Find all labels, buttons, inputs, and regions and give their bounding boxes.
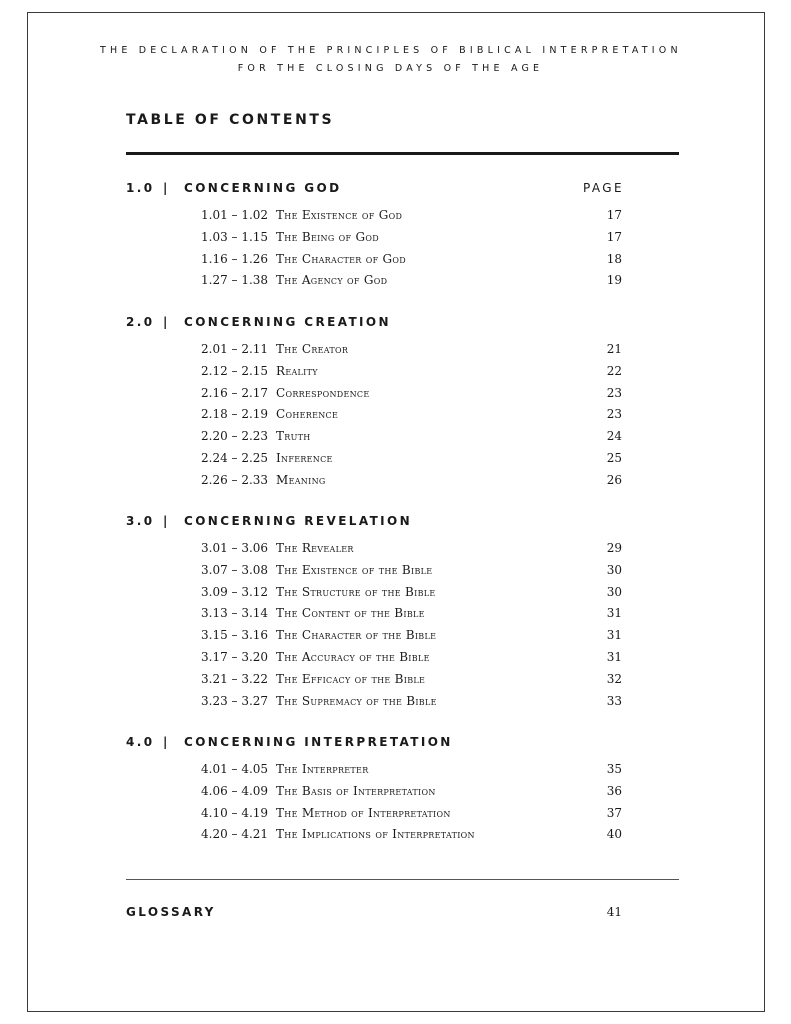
section-heading[interactable] — [126, 181, 342, 195]
toc-entry[interactable] — [201, 606, 622, 626]
entry-page-number: 31 — [606, 650, 622, 664]
entry-page-number: 40 — [606, 827, 622, 842]
entry-page-number: 29 — [606, 541, 622, 555]
entry-title: The Agency of God — [276, 273, 388, 288]
glossary-rule — [126, 879, 679, 880]
page-column-label: PAGE — [583, 181, 624, 195]
entry-title: The Supremacy of the Bible — [276, 693, 437, 708]
entry-title: The Implications of Interpretation — [276, 827, 475, 842]
entry-title: Inference — [276, 451, 333, 465]
toc-entry[interactable] — [201, 827, 622, 847]
heading-rule — [126, 152, 679, 155]
entry-title: Coherence — [276, 407, 339, 422]
entry-title: The Revealer — [276, 541, 354, 555]
section-separator: | — [163, 315, 170, 329]
toc-entry[interactable] — [201, 473, 622, 493]
entry-range: 4.10 – 4.19 — [201, 805, 269, 820]
section-title: CONCERNING REVELATION — [184, 514, 413, 528]
entry-range: 4.01 – 4.05 — [201, 762, 269, 776]
toc-entry[interactable] — [201, 585, 622, 605]
toc-entry[interactable] — [201, 386, 622, 406]
entry-range: 1.03 – 1.15 — [201, 229, 269, 244]
entry-title: The Method of Interpretation — [276, 805, 451, 820]
entry-title: The Structure of the Bible — [276, 584, 436, 599]
entry-range: 2.16 – 2.17 — [201, 385, 269, 400]
toc-entry[interactable] — [201, 628, 622, 648]
entry-title: The Interpreter — [276, 762, 369, 776]
entry-range: 3.09 – 3.12 — [201, 584, 269, 599]
entry-range: 1.01 – 1.02 — [201, 208, 269, 222]
toc-entry[interactable] — [201, 784, 622, 804]
entry-title: The Creator — [276, 342, 349, 356]
entry-title: The Basis of Interpretation — [276, 783, 436, 798]
section-separator: | — [163, 735, 170, 749]
toc-entry[interactable] — [201, 563, 622, 583]
toc-entry[interactable] — [201, 364, 622, 384]
section-number: 2.0 — [126, 315, 155, 329]
entry-range: 2.18 – 2.19 — [201, 407, 269, 422]
entry-range: 3.21 – 3.22 — [201, 671, 269, 686]
toc-entry[interactable] — [201, 672, 622, 692]
entry-page-number: 26 — [606, 472, 622, 487]
entry-range: 1.16 – 1.26 — [201, 251, 269, 266]
entry-title: Truth — [276, 429, 311, 444]
entry-page-number: 30 — [606, 562, 622, 577]
section-title: CONCERNING INTERPRETATION — [184, 735, 453, 749]
entry-page-number: 31 — [606, 628, 622, 643]
entry-page-number: 22 — [606, 363, 622, 378]
toc-entry[interactable] — [201, 230, 622, 250]
entry-title: Reality — [276, 363, 318, 378]
toc-entry[interactable] — [201, 806, 622, 826]
toc-entry[interactable] — [201, 252, 622, 272]
glossary-label[interactable]: GLOSSARY — [126, 905, 216, 919]
entry-title: The Being of God — [276, 229, 379, 244]
section-heading[interactable] — [126, 514, 412, 528]
entry-range: 3.17 – 3.20 — [201, 650, 269, 664]
entry-page-number: 25 — [606, 451, 622, 465]
entry-title: The Content of the Bible — [276, 606, 425, 621]
entry-page-number: 33 — [606, 693, 622, 708]
entry-title: The Existence of God — [276, 208, 403, 222]
entry-title: Correspondence — [276, 385, 370, 400]
section-heading[interactable] — [126, 315, 391, 329]
entry-range: 2.01 – 2.11 — [201, 342, 269, 356]
entry-page-number: 23 — [606, 385, 622, 400]
section-heading[interactable] — [126, 735, 453, 749]
entry-range: 2.24 – 2.25 — [201, 451, 269, 465]
entry-page-number: 35 — [606, 762, 622, 776]
entry-title: Meaning — [276, 472, 326, 487]
entry-range: 3.13 – 3.14 — [201, 606, 269, 621]
entry-title: The Existence of the Bible — [276, 562, 433, 577]
entry-page-number: 24 — [606, 429, 622, 444]
entry-page-number: 36 — [606, 783, 622, 798]
section-number: 3.0 — [126, 514, 155, 528]
entry-range: 3.23 – 3.27 — [201, 693, 269, 708]
entry-page-number: 37 — [606, 805, 622, 820]
entry-range: 2.12 – 2.15 — [201, 363, 269, 378]
entry-title: The Character of the Bible — [276, 628, 437, 643]
entry-range: 3.07 – 3.08 — [201, 562, 269, 577]
toc-entry[interactable] — [201, 650, 622, 670]
entry-page-number: 31 — [606, 606, 622, 621]
entry-range: 2.26 – 2.33 — [201, 472, 269, 487]
page-border — [27, 12, 765, 1012]
section-separator: | — [163, 181, 170, 195]
entry-range: 3.01 – 3.06 — [201, 541, 269, 555]
toc-entry[interactable] — [201, 451, 622, 471]
section-number: 4.0 — [126, 735, 155, 749]
toc-entry[interactable] — [201, 429, 622, 449]
section-title: CONCERNING CREATION — [184, 315, 391, 329]
toc-entry[interactable] — [201, 342, 622, 362]
toc-entry[interactable] — [201, 541, 622, 561]
document-title-line-2: FOR THE CLOSING DAYS OF THE AGE — [237, 63, 544, 74]
entry-page-number: 30 — [606, 584, 622, 599]
section-number: 1.0 — [126, 181, 155, 195]
entry-page-number: 23 — [606, 407, 622, 422]
entry-page-number: 19 — [606, 273, 622, 288]
glossary-page-number: 41 — [606, 905, 622, 919]
entry-title: The Character of God — [276, 251, 406, 266]
toc-entry[interactable] — [201, 208, 622, 228]
entry-page-number: 18 — [606, 251, 622, 266]
toc-heading: TABLE OF CONTENTS — [126, 112, 335, 128]
entry-range: 4.06 – 4.09 — [201, 783, 269, 798]
section-separator: | — [163, 514, 170, 528]
entry-page-number: 17 — [606, 208, 622, 222]
toc-entry[interactable] — [201, 694, 622, 714]
entry-range: 4.20 – 4.21 — [201, 827, 269, 842]
toc-entry[interactable] — [201, 762, 622, 782]
entry-title: The Efficacy of the Bible — [276, 671, 426, 686]
toc-entry[interactable] — [201, 407, 622, 427]
entry-page-number: 32 — [606, 671, 622, 686]
entry-range: 2.20 – 2.23 — [201, 429, 269, 444]
entry-title: The Accuracy of the Bible — [276, 650, 430, 664]
entry-range: 1.27 – 1.38 — [201, 273, 269, 288]
section-title: CONCERNING GOD — [184, 181, 342, 195]
entry-range: 3.15 – 3.16 — [201, 628, 269, 643]
entry-page-number: 17 — [606, 229, 622, 244]
toc-entry[interactable] — [201, 273, 622, 293]
document-title-line-1: THE DECLARATION OF THE PRINCIPLES OF BIBLICAL INTERPRETATION — [100, 45, 682, 56]
entry-page-number: 21 — [606, 342, 622, 356]
